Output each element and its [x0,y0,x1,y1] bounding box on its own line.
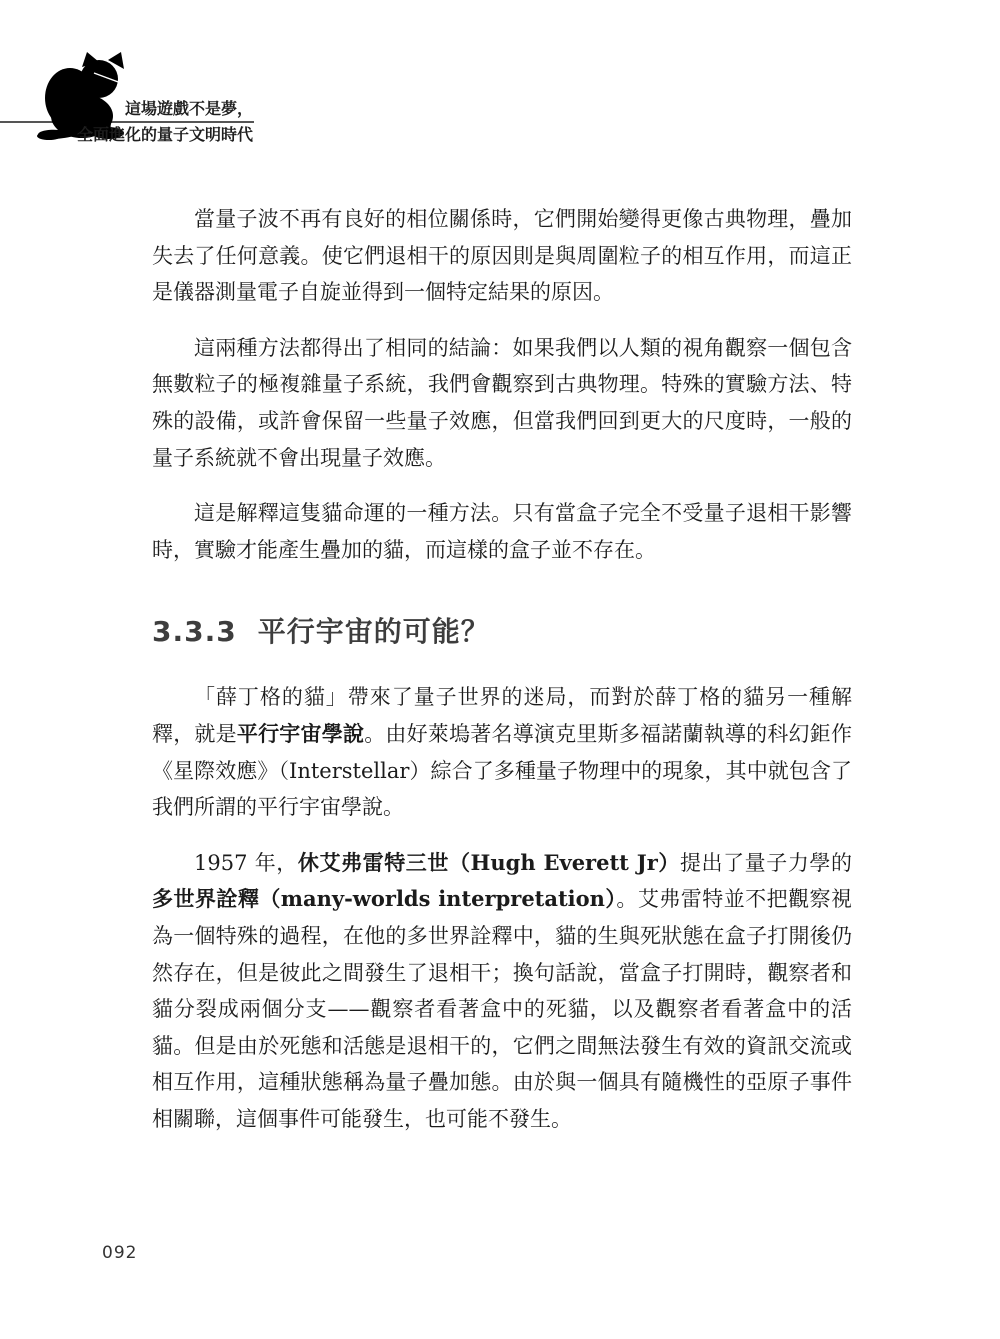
bold-text-segment: 休艾弗雷特三世（Hugh Everett Jr） [297,849,680,875]
header-tagline-line1: 這場遊戲不是夢， [124,99,253,118]
paragraph-1 [152,201,852,311]
paragraph-2 [152,330,852,476]
page-number: 092 [102,1243,138,1263]
text-segment: 這是解釋這隻貓命運的一種方法。只有當盒子完全不受量子退相干影響時，實驗才能產生疊加的貓，而這樣的盒子並不存在。 [152,501,852,562]
section-heading [152,612,852,652]
page-content [152,201,852,1156]
section-heading-number: 3.3.3 [152,615,237,649]
bold-text-segment: 多世界詮釋（many-worlds interpretation） [152,886,617,912]
paragraph-3 [152,495,852,568]
text-segment: 當量子波不再有良好的相位關係時，它們開始變得更像古典物理，疊加失去了任何意義。使它們退相干的原因則是與周圍粒子的相互作用，而這正是儀器測量電子自旋並得到一個特定結果的原因。 [152,207,852,305]
header-tagline-line2: 全面進化的量子文明時代 [76,125,253,144]
bold-text-segment: 平行宇宙學說 [236,720,365,746]
text-segment: 這兩種方法都得出了相同的結論：如果我們以人類的視角觀察一個包含無數粒子的極複雜量子系統，我們會觀察到古典物理。特殊的實驗方法、特殊的設備，或許會保留一些量子效應，但當我們回到更大的尺度時，一般的量子系統就不會出現量子效應。 [152,335,852,470]
text-segment: 。艾弗雷特並不把觀察視為一個特殊的過程，在他的多世界詮釋中，貓的生與死狀態在盒子打開後仍然存在，但是彼此之間發生了退相干；換句話說，當盒子打開時，觀察者和貓分裂成兩個分支——觀察者看著盒中的死貓，以及觀察者看著盒中的活貓。但是由於死態和活態是退相干的，它們之間無法發生有效的資訊交流或相互作用，這種狀態稱為量子疊加態。由於與一個具有隨機性的亞原子事件相關聯，這個事件可能發生，也可能不發生。 [152,887,853,1131]
section-heading-title: 平行宇宙的可能？ [257,615,490,649]
text-segment: 1957 年， [194,850,298,875]
text-segment: 。由好萊塢著名導演克里斯多福諾蘭執導的科幻鉅作《星際效應》（Interstellar）綜合了多種量子物理中的現象，其中就包含了我們所謂的平行宇宙學說。 [152,721,852,820]
paragraph-5 [152,845,852,1138]
text-segment: 「薛丁格的貓」帶來了量子世界的迷局，而對於薛丁格的貓另一種解釋，就是 [152,685,852,746]
paragraph-4 [152,679,852,825]
text-segment: 提出了量子力學的 [679,850,853,875]
